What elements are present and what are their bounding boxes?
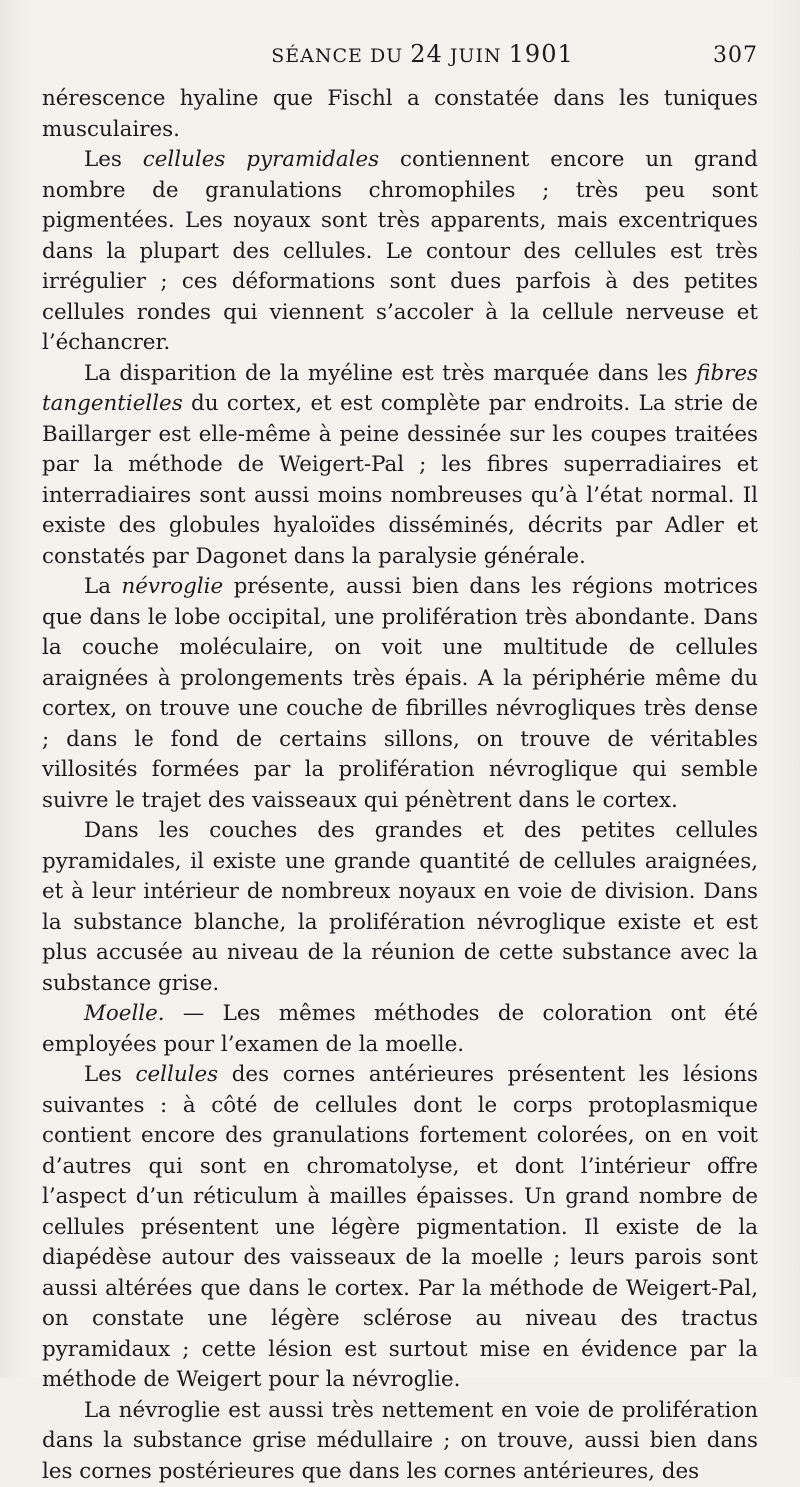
paragraph-3: [42, 359, 758, 573]
paragraph-3-term: fibres tangentielles: [42, 361, 758, 417]
paragraph-3-lead: La disparition de la myéline est très marquée dans les: [84, 361, 696, 386]
paragraph-7-lead: Les: [84, 1062, 136, 1087]
page-number: 307: [713, 43, 758, 68]
paragraph-7-term: cellules: [136, 1062, 219, 1087]
paragraph-8: La névroglie est aussi très nettement en voie de prolifération dans la substance grise médullaire ; on trouve, aussi bien dans les cornes postérieures que dans les cornes antérieures, des: [42, 1396, 758, 1487]
paragraph-6-text: — Les mêmes méthodes de coloration ont été employées pour l’examen de la moelle.: [42, 1001, 758, 1057]
body-text: [42, 84, 758, 1487]
paragraph-4-text: présente, aussi bien dans les régions motrices que dans le lobe occipital, une prolifération très abondante. Dans la couche moléculaire, on voit une multitude de cellules araignées à prolongements très épais. A la périphérie même du cortex, on trouve une couche de fibrilles névrogliques très dense ; dans le fond de certains sillons, on trouve de véritables villosités formées par la prolifération névroglique qui semble suivre le trajet des vaisseaux qui pénètrent dans le cortex.: [42, 574, 758, 813]
paragraph-1: nérescence hyaline que Fischl a constatée dans les tuniques musculaires.: [42, 84, 758, 145]
paragraph-2-text: contiennent encore un grand nombre de granulations chromophiles ; très peu sont pigmentées. Les noyaux sont très apparents, mais excentriques dans la plupart des cellules. Le contour des cellules est très irrégulier ; ces déformations sont dues parfois à des petites cellules rondes qui viennent s’accoler à la cellule nerveuse et l’échancrer.: [42, 147, 758, 355]
paragraph-3-text: du cortex, et est complète par endroits. La strie de Baillarger est elle-même à peine dessinée sur les coupes traitées par la méthode de Weigert-Pal ; les fibres superradiaires et interradiaires sont aussi moins nombreuses qu’à l’état normal. Il existe des globules hyaloïdes disséminés, décrits par Adler et constatés par Dagonet dans la paralysie générale.: [42, 391, 758, 569]
paragraph-2-lead: Les: [84, 147, 143, 172]
title-month: JUIN: [450, 45, 502, 67]
paragraph-4-lead: La: [84, 574, 121, 599]
title-prefix: SÉANCE DU: [271, 45, 403, 67]
paragraph-7: [42, 1060, 758, 1396]
paragraph-2-term: cellules pyramidales: [143, 147, 379, 172]
paragraph-4-term: névroglie: [121, 574, 223, 599]
paragraph-2: [42, 145, 758, 359]
paragraph-6: [42, 999, 758, 1060]
section-heading-moelle: Moelle.: [84, 1001, 165, 1026]
paragraph-7-text: des cornes antérieures présentent les lésions suivantes : à côté de cellules dont le corps protoplasmique contient encore des granulations fortement colorées, on en voit d’autres qui sont en chromatolyse, et dont l’intérieur offre l’aspect d’un réticulum à mailles épaisses. Un grand nombre de cellules présentent une légère pigmentation. Il existe de la diapédèse autour des vaisseaux de la moelle ; leurs parois sont aussi altérées que dans le cortex. Par la méthode de Weigert-Pal, on constate une légère sclérose au niveau des tractus pyramidaux ; cette lésion est surtout mise en évidence par la méthode de Weigert pour la névroglie.: [42, 1062, 758, 1392]
title-day: 24: [410, 40, 443, 68]
title-year: 1901: [509, 40, 574, 68]
paragraph-4: [42, 572, 758, 816]
paragraph-5: Dans les couches des grandes et des petites cellules pyramidales, il existe une grande quantité de cellules araignées, et à leur intérieur de nombreux noyaux en voie de division. Dans la substance blanche, la prolifération névroglique existe et est plus accusée au niveau de la réunion de cette substance avec la substance grise.: [42, 816, 758, 999]
running-header: [42, 40, 758, 76]
running-title: [42, 40, 713, 68]
